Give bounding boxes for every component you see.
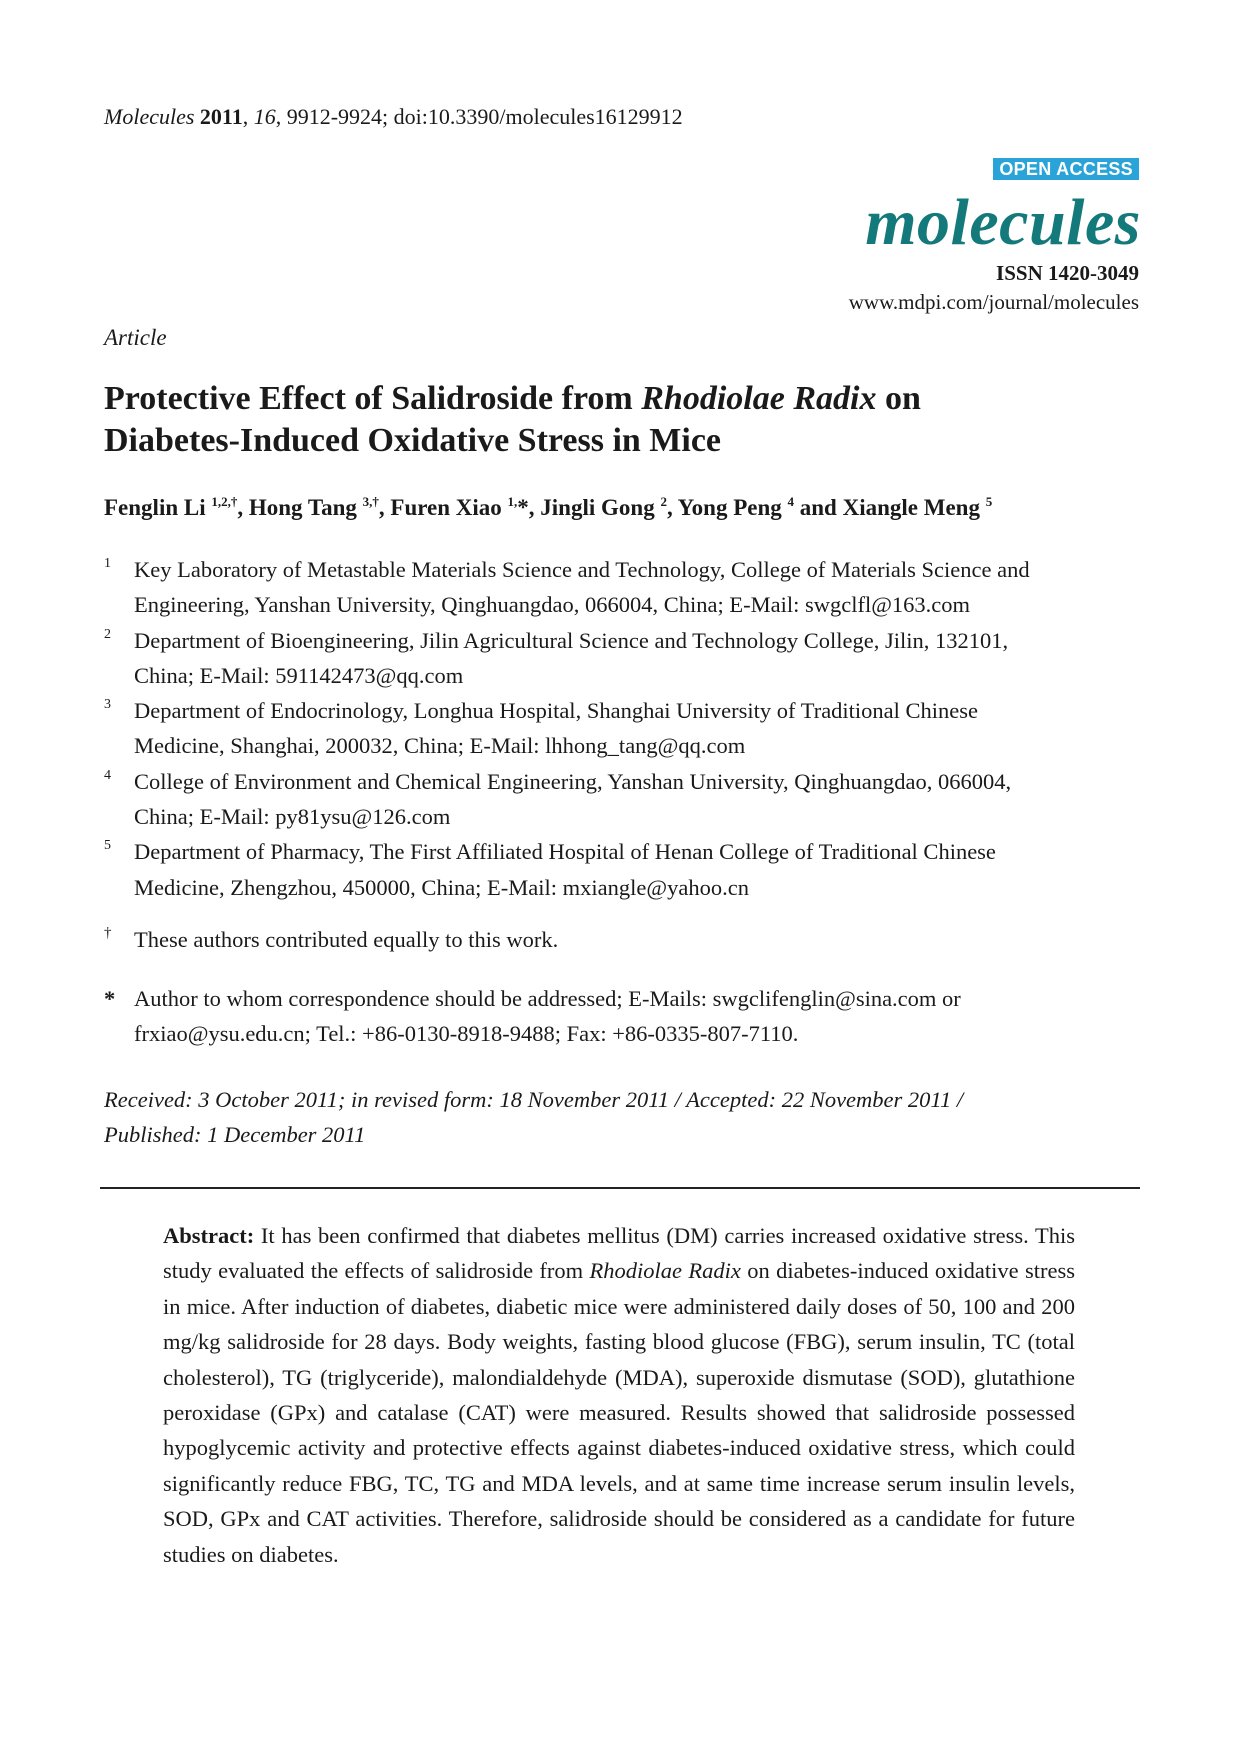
issn: ISSN 1420-3049 (996, 261, 1139, 285)
affiliation-line: Key Laboratory of Metastable Materials Science and Technology, College of Materials Science and (134, 557, 1030, 582)
author-sup: 1,2,† (211, 494, 238, 509)
author (249, 495, 391, 520)
author-asterisk: * (517, 495, 529, 520)
affiliation-line: China; E-Mail: 591142473@qq.com (134, 662, 464, 688)
affiliation-line: Department of Bioengineering, Jilin Agricultural Science and Technology College, Jilin, 132101, (134, 627, 1009, 653)
author-sup: 2 (660, 494, 667, 509)
publication-dates (104, 1082, 1154, 1152)
journal-url[interactable]: www.mdpi.com/journal/molecules (848, 290, 1139, 314)
abstract (163, 1218, 1075, 1572)
citation-year: 2011 (199, 104, 243, 129)
abstract-label: Abstract: (163, 1223, 255, 1248)
journal-logo: molecules (865, 186, 1141, 259)
dates-line: Published: 1 December 2011 (104, 1122, 366, 1147)
affiliation-item (104, 834, 1144, 905)
affiliation-line: Department of Pharmacy, The First Affiliated Hospital of Henan College of Traditional Chinese (134, 839, 996, 865)
author-sup: 5 (985, 494, 993, 509)
open-access-badge: OPEN ACCESS (993, 158, 1139, 180)
correspondence-line: frxiao@ysu.edu.cn; Tel.: +86-0130-8918-9488; Fax: +86-0335-807-7110. (134, 1021, 799, 1047)
title-italic: Rhodiolae Radix (641, 380, 877, 417)
paper-title (104, 378, 1144, 462)
abstract-text: It has been confirmed that diabetes mellitus (DM) carries increased oxidative stress. This study evaluated the effects of salidroside from (163, 1223, 1075, 1284)
author-sep: , (666, 495, 678, 520)
author-name: Furen Xiao (390, 495, 502, 520)
correspondence-line: Author to whom correspondence should be addressed; E-Mails: swgclifenglin@sina.com or (134, 986, 961, 1011)
citation-rest: , 9912-9924; doi:10.3390/molecules16129912 (275, 104, 683, 129)
equal-contribution-text: These authors contributed equally to this work. (134, 927, 559, 952)
affiliation-number: 3 (104, 697, 111, 713)
affiliation-item (104, 764, 1144, 835)
author-sep: , (528, 495, 541, 520)
author (540, 495, 677, 520)
author (843, 495, 993, 520)
author-sup: 1, (507, 494, 518, 509)
citation-journal: Molecules (104, 104, 195, 129)
author-name: Yong Peng (677, 495, 782, 520)
affiliation-item (104, 552, 1144, 623)
dagger-mark: † (104, 925, 112, 941)
divider (100, 1187, 1140, 1189)
author-sep: , (378, 495, 391, 520)
correspondence-note (104, 981, 1144, 1052)
author (678, 495, 843, 520)
article-type: Article (104, 325, 167, 350)
citation-line: Molecules 2011, 16, 9912-9924; doi:10.3390/molecules16129912 (104, 104, 683, 129)
title-line2: Diabetes-Induced Oxidative Stress in Mice (104, 422, 722, 459)
author-sep: , (237, 495, 249, 520)
asterisk-mark: * (104, 986, 116, 1011)
abstract-italic: Rhodiolae Radix (589, 1258, 741, 1284)
author-name: Jingli Gong (540, 495, 655, 520)
affiliation-line: Medicine, Shanghai, 200032, China; E-Mail: lhhong_tang@qq.com (134, 733, 746, 759)
author-sup: 3,† (362, 494, 379, 509)
author-sep: and (794, 495, 843, 520)
affiliation-line: China; E-Mail: py81ysu@126.com (134, 804, 451, 830)
title-part1: Protective Effect of Salidroside from (104, 380, 642, 417)
author-name: Hong Tang (248, 495, 357, 520)
author (390, 495, 540, 520)
title-part2: on (876, 380, 921, 417)
affiliation-item (104, 623, 1144, 694)
affiliation-line: Department of Endocrinology, Longhua Hospital, Shanghai University of Traditional Chinese (134, 698, 979, 724)
abstract-text: on diabetes-induced oxidative stress in mice. After induction of diabetes, diabetic mice were administered daily doses of 50, 100 and 200 mg/kg salidroside for 28 days. Body weights, fasting blood glucose (FBG), serum insulin, TC (total cholesterol), TG (triglyceride), malondialdehyde (MDA), superoxide dismutase (SOD), glutathione peroxidase (GPx) and catalase (CAT) were measured. Results showed that salidroside possessed hypoglycemic activity and protective effects against diabetes-induced oxidative stress, which could significantly reduce FBG, TC, TG and MDA levels, and at same time increase serum insulin levels, SOD, GPx and CAT activities. Therefore, salidroside should be considered as a candidate for future studies on diabetes. (163, 1258, 1076, 1567)
affiliation-number: 5 (104, 838, 111, 854)
equal-contribution-note (104, 922, 1144, 957)
author-list (104, 494, 1154, 522)
affiliation-number: 4 (104, 767, 111, 783)
citation-volume: 16 (253, 104, 276, 129)
affiliation-line: Medicine, Zhengzhou, 450000, China; E-Mail: mxiangle@yahoo.cn (134, 874, 749, 900)
author-name: Fenglin Li (104, 495, 206, 520)
dates-line: Received: 3 October 2011; in revised form: 18 November 2011 / Accepted: 22 November 2011 / (104, 1087, 964, 1112)
affiliation-line: College of Environment and Chemical Engineering, Yanshan University, Qinghuangdao, 066004, (134, 768, 1012, 794)
author (104, 495, 249, 520)
author-name: Xiangle Meng (842, 495, 980, 520)
affiliation-line: Engineering, Yanshan University, Qinghuangdao, 066004, China; E-Mail: swgclfl@163.com (134, 592, 971, 618)
affiliation-item (104, 693, 1144, 764)
affiliation-number: 2 (104, 626, 111, 642)
affiliation-number: 1 (104, 556, 111, 571)
affiliation-list (104, 552, 1144, 905)
author-sup: 4 (787, 494, 795, 509)
